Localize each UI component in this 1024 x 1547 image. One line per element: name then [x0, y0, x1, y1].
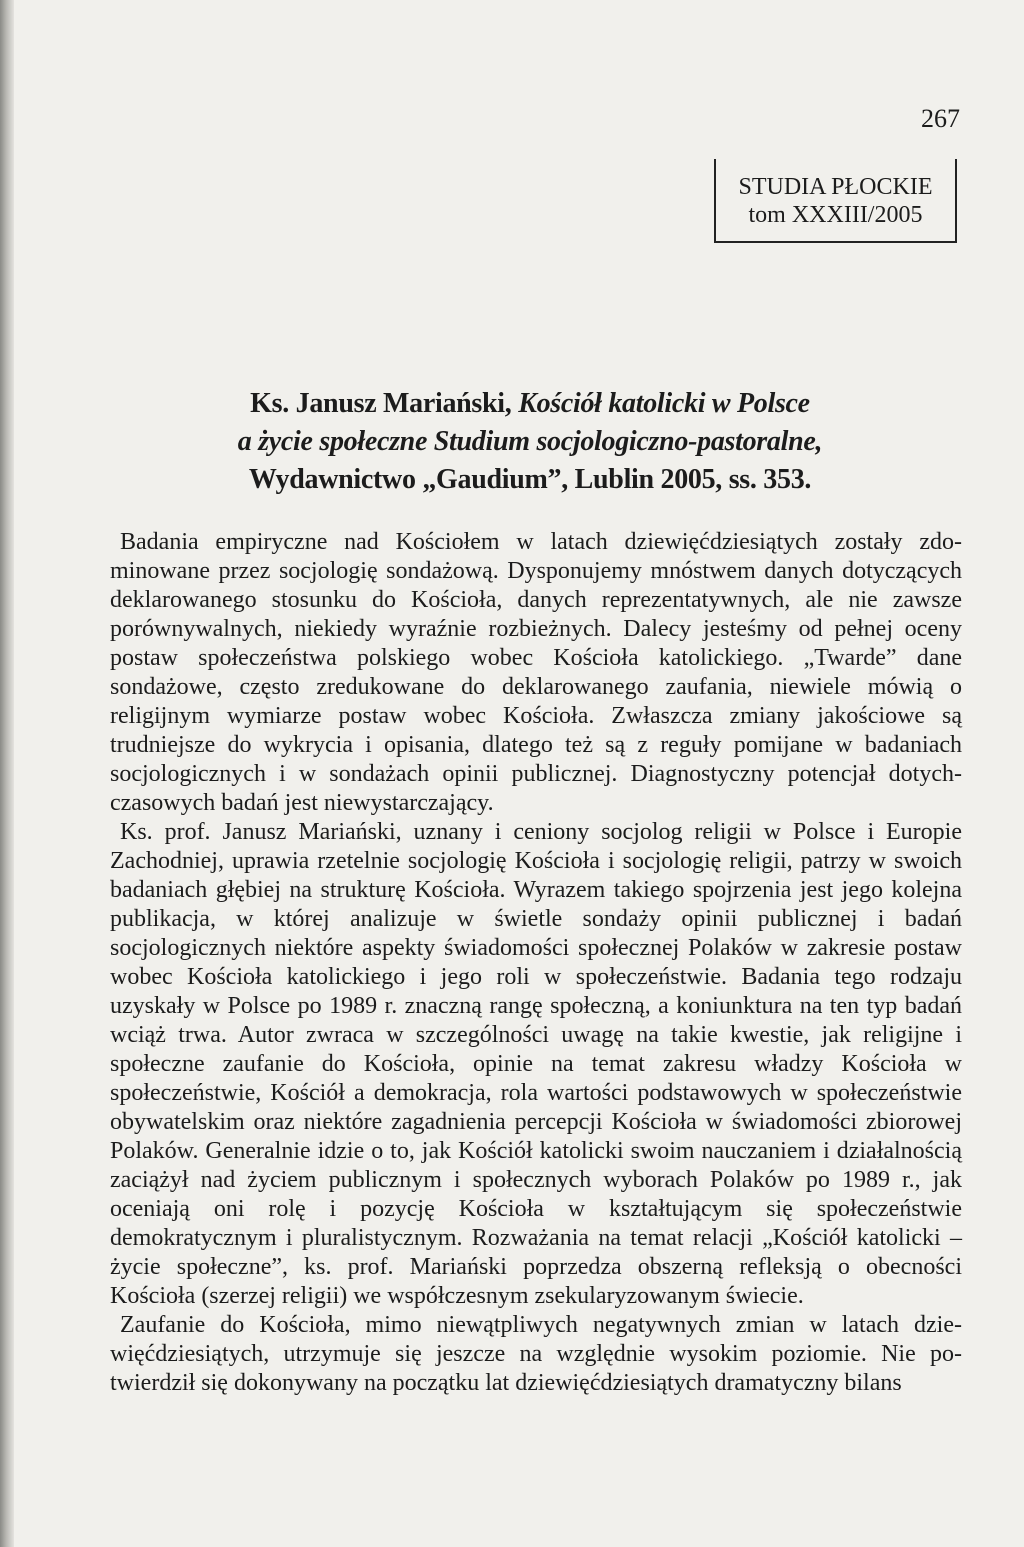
journal-name: STUDIA PŁOCKIE	[738, 174, 933, 200]
paragraph-3: Zaufanie do Kościoła, mimo niewątpliwych negatywnych zmian w latach dziewięćdziesiątych, utrzymuje się jeszcze na względnie wysokim poziomie. Nie potwierdził się dokonywany na początku lat dziewięćdziesiątych dramatyczny bilans	[110, 1312, 962, 1396]
review-publisher: Wydawnictwo „Gaudium”, Lublin 2005, ss. 353.	[248, 464, 812, 495]
paragraph-2: Ks. prof. Janusz Mariański, uznany i ceniony socjolog religii w Polsce i Europie Zachodniej, uprawia rzetelnie socjologię Kościoła i socjologię religii, patrzy w swoich badaniach głębiej na strukturę Kościoła. Wyrazem takiego spojrzenia jest jego kolejna publikacja, w której analizuje w świetle sondaży opinii publicznej i badań socjologicznych niektóre aspekty świadomości społecznej Polaków w zakresie postaw wobec Kościoła katolickiego i jego roli w społeczeństwie. Badania tego rodzaju uzyskały w Polsce po 1989 r. znaczną rangę społeczną, a koniunktura na ten typ badań wciąż trwa. Autor zwraca w szczególności uwagę na takie kwestie, jak religijne i społeczne zaufanie do Kościoła, opinie na temat zakresu władzy Kościoła w społeczeństwie, Kościół a demokracja, rola wartości podstawowych w społeczeństwie obywatelskim oraz niektóre zagadnienia percepcji Kościoła w świadomości zbiorowej Polaków. Generalnie idzie o to, jak Kościół katolicki swoim nauczaniem i działalnością zaciążył nad życiem publicznym i społecznych wyborach Polaków po 1989 r., jak oceniają oni rolę i pozycję Kościoła w kształtującym się społeczeństwie demokratycznym i pluralistycznym. Rozważania na temat relacji „Kościół katolicki – życie społeczne”, ks. prof. Mariański poprzedza obszerną refleksją o obecności Kościoła (szerzej religii) we współczesnym zsekularyzowanym świecie.	[110, 819, 962, 1309]
review-header	[100, 385, 960, 499]
review-header-line-1	[100, 385, 960, 423]
review-title-line-1: Kościół katolicki w Polsce	[518, 388, 810, 419]
journal-box	[714, 159, 957, 243]
review-body	[110, 528, 962, 1398]
page-number: 267	[921, 104, 960, 133]
journal-volume: tom XXXIII/2005	[748, 202, 923, 228]
paragraph-1: Badania empiryczne nad Kościołem w latach dziewięćdziesiątych zostały zdominowane przez socjologię sondażową. Dysponujemy mnóstwem danych dotyczących deklarowanego stosunku do Kościoła, danych reprezentatywnych, ale nie zawsze porównywalnych, niekiedy wyraźnie rozbieżnych. Dalecy jesteśmy od pełnej oceny postaw społeczeństwa polskiego wobec Kościoła katolickiego. „Twarde” dane sondażowe, często zredukowane do deklarowanego zaufania, niewiele mówią o religijnym wymiarze postaw wobec Kościoła. Zwłaszcza zmiany jakościowe są trudniejsze do wykrycia i opisania, dlatego też są z reguły pomijane w badaniach socjologicznych i w sondażach opinii publicznej. Diagnostyczny potencjał dotychczasowych badań jest niewystarczający.	[110, 529, 962, 816]
page-spine-edge	[0, 0, 14, 1547]
review-author: Ks. Janusz Mariański,	[250, 388, 512, 419]
review-title-line-2: a życie społeczne Studium socjologiczno-pastoralne,	[237, 426, 823, 457]
